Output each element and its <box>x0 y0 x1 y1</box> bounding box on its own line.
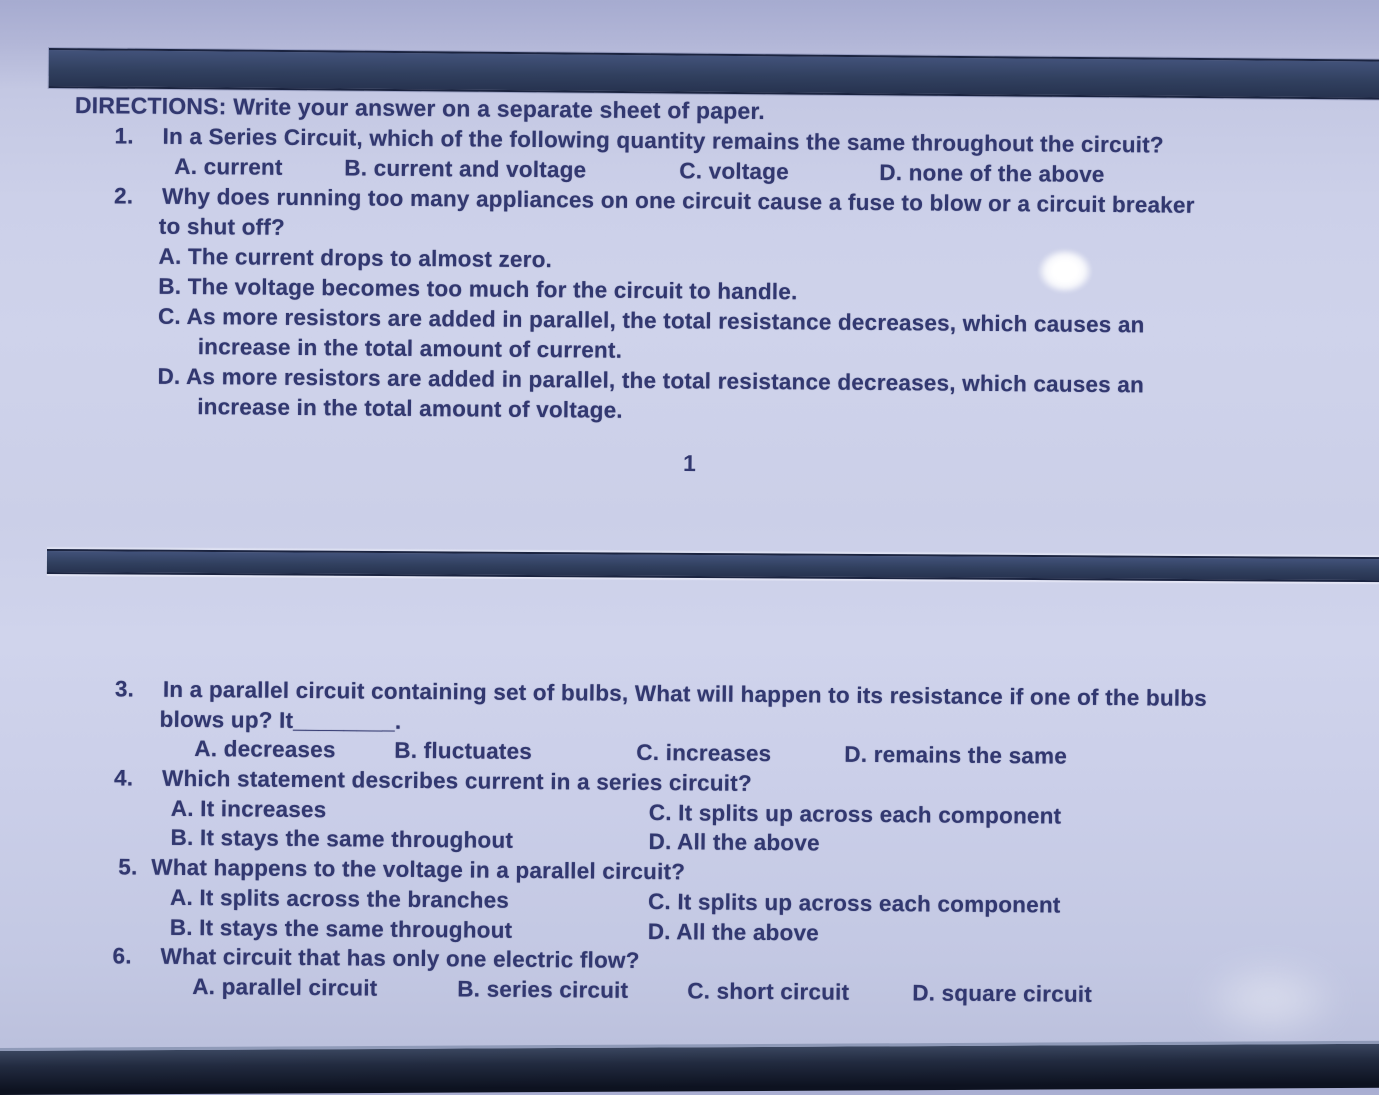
page2-question-lines <box>72 676 1369 1014</box>
question-number: 6. <box>112 943 132 969</box>
question-number: 1. <box>114 123 134 149</box>
directions-heading: DIRECTIONS: Write your answer on a separate sheet of paper. <box>74 92 766 125</box>
option-wrapped-line: increase in the total amount of current. <box>197 334 623 363</box>
option-item: A. It increases <box>170 795 327 822</box>
question-number: 4. <box>114 765 134 791</box>
question-text: Why does running too many appliances on one circuit cause a fuse to blow or a circuit breaker <box>161 183 1195 218</box>
question-text: What circuit that has only one electric flow? <box>160 943 640 974</box>
page-number: 1 <box>682 449 697 477</box>
question-continuation-line: to shut off? <box>158 213 286 240</box>
option-item: C. voltage <box>679 158 789 185</box>
option-line: C. As more resistors are added in parallel, the total resistance decreases, which causes an <box>157 303 1145 338</box>
table-edge-dark-strip <box>0 1041 1379 1095</box>
option-line: B. The voltage becomes too much for the circuit to handle. <box>158 273 798 305</box>
page1-top-border-bar <box>49 48 1379 100</box>
option-line: D. As more resistors are added in parallel, the total resistance decreases, which causes an <box>157 363 1145 398</box>
question-number: 5. <box>118 854 138 880</box>
option-item: C. increases <box>636 740 772 767</box>
option-item: B. It stays the same throughout <box>169 914 513 943</box>
option-item: C. It splits up across each component <box>648 799 1062 829</box>
question-text: In a Series Circuit, which of the following quantity remains the same throughout the circuit? <box>162 123 1164 158</box>
worksheet-page-2 <box>72 676 1369 1014</box>
option-item: B. It stays the same throughout <box>170 825 514 854</box>
option-item: D. remains the same <box>844 742 1068 770</box>
option-item: B. series circuit <box>457 976 629 1003</box>
question-number: 3. <box>114 676 135 702</box>
question-text: In a parallel circuit containing set of bulbs, What will happen to its resistance if one of the bulbs <box>162 676 1208 711</box>
page-divider-bar <box>47 549 1379 582</box>
option-item: D. All the above <box>647 918 820 946</box>
option-item: D. none of the above <box>879 160 1105 187</box>
option-item: C. It splits up across each component <box>647 888 1061 918</box>
question-continuation-line: blows up? It________. <box>159 706 402 734</box>
question-number: 2. <box>113 183 134 209</box>
option-wrapped-line: increase in the total amount of voltage. <box>197 394 623 423</box>
page1-question-lines <box>72 123 1369 434</box>
worksheet-page-1 <box>72 92 1369 434</box>
option-item: A. decreases <box>194 736 336 763</box>
option-item: D. square circuit <box>912 980 1093 1007</box>
question-text: What happens to the voltage in a parallel circuit? <box>151 854 686 885</box>
option-item: C. short circuit <box>687 978 850 1005</box>
option-item: A. current <box>174 153 283 180</box>
option-item: B. fluctuates <box>394 738 533 765</box>
option-line: A. The current drops to almost zero. <box>158 243 553 273</box>
option-item: A. parallel circuit <box>192 973 378 1001</box>
question-text: Which statement describes current in a series circuit? <box>162 765 752 796</box>
option-item: D. All the above <box>648 829 820 856</box>
option-item: A. It splits across the branches <box>169 884 510 913</box>
option-item: B. current and voltage <box>344 155 587 183</box>
